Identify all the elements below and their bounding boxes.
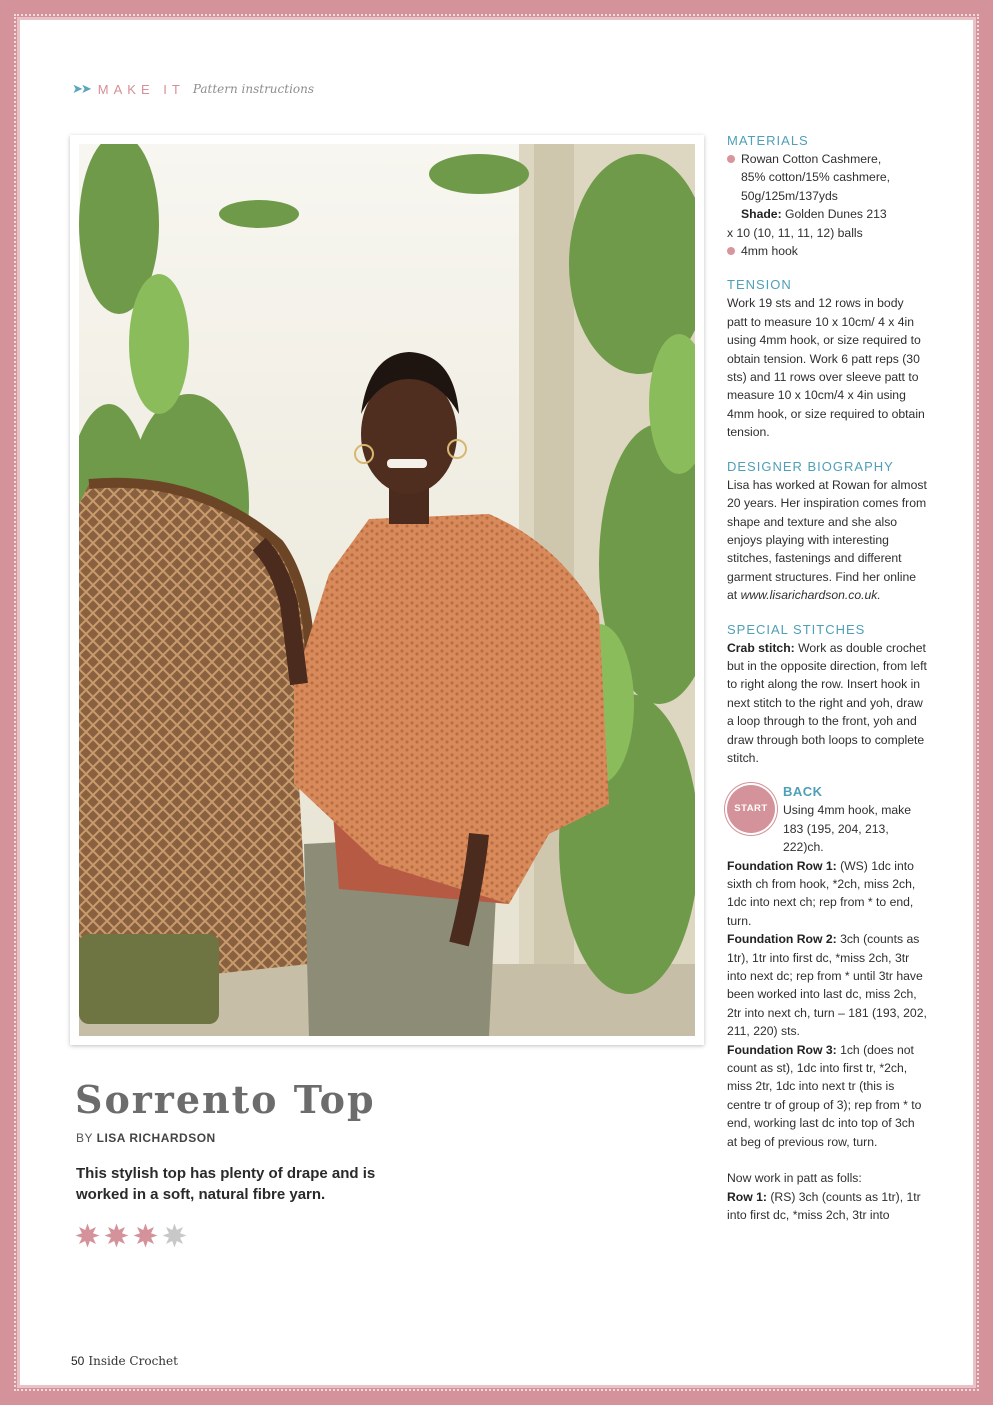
materials-hook: 4mm hook: [727, 242, 927, 260]
tension-text: Work 19 sts and 12 rows in body patt to measure 10 x 10cm/ 4 x 4in using 4mm hook, or size required to obtain tension. Work 6 patt reps (30 sts) and 11 rows over sleeve patt to measure 10 x 10cm/4 x 4in using 4mm hook, or size required to obtain tension.: [727, 296, 925, 440]
arrow-icon: ➤➤: [72, 81, 90, 96]
bio-text: [727, 476, 927, 605]
row-label: Foundation Row 1:: [727, 858, 837, 873]
star-filled-icon: [133, 1223, 158, 1248]
materials-yarn: [727, 150, 927, 224]
back-heading: BACK: [783, 784, 823, 800]
pattern-intro: Now work in patt as folls:: [727, 1171, 862, 1186]
star-empty-icon: [162, 1223, 187, 1248]
pattern-row-1: [727, 1188, 927, 1225]
section-label: MAKE IT: [97, 81, 185, 97]
star-filled-icon: [104, 1223, 129, 1248]
back-section: [727, 783, 927, 1224]
row-label: Foundation Row 3:: [727, 1042, 837, 1057]
section-subtitle: Pattern instructions: [192, 82, 315, 96]
page-folio: [71, 1354, 178, 1368]
yarn-shade: [741, 205, 927, 223]
foundation-row-1: [727, 857, 927, 931]
yarn-line: 50g/125m/137yds: [741, 188, 838, 203]
bio-heading: DESIGNER BIOGRAPHY: [727, 458, 894, 474]
row-text: (WS) 1dc into sixth ch from hook, *2ch, miss 2ch, 1dc into next ch; rep from * to end, turn.: [727, 858, 916, 928]
author-name: LISA RICHARDSON: [96, 1131, 216, 1145]
star-filled-icon: [75, 1223, 100, 1248]
difficulty-rating: [75, 1223, 187, 1248]
designer-website: www.lisarichardson.co.uk.: [740, 588, 881, 603]
crab-stitch-label: Crab stitch:: [727, 640, 795, 655]
byline: [76, 1131, 216, 1145]
page-title: Sorrento Top: [75, 1077, 376, 1122]
magazine-name: Inside Crochet: [88, 1354, 178, 1368]
yarn-line: 85% cotton/15% cashmere,: [741, 170, 891, 185]
materials-section: [727, 132, 927, 260]
row-text: 3ch (counts as 1tr), 1tr into first dc, *miss 2ch, 3tr into next dc; rep from * until 3tr have been worked into last dc, miss 2ch, 2tr into next ch, turn – 181 (193, 202, 211, 220) sts.: [727, 932, 927, 1039]
back-intro-text: Using 4mm hook, make 183 (195, 204, 213, 222)ch.: [783, 803, 912, 855]
row-label: Foundation Row 2:: [727, 932, 837, 947]
crab-stitch: [727, 639, 927, 768]
back-start: [727, 783, 927, 856]
special-stitches-section: [727, 621, 927, 768]
section-header: [72, 78, 314, 100]
instructions-column: [727, 132, 927, 1224]
special-heading: SPECIAL STITCHES: [727, 621, 866, 637]
photo-frame: [70, 135, 704, 1045]
standfirst: This stylish top has plenty of drape and is worked in a soft, natural fibre yarn.: [76, 1165, 376, 1203]
shade-label: Shade:: [741, 207, 782, 222]
materials-heading: MATERIALS: [727, 133, 809, 148]
row-label: Row 1:: [727, 1189, 767, 1204]
tension-section: [727, 276, 927, 441]
page: [20, 20, 973, 1385]
page-number: 50: [71, 1354, 85, 1368]
start-badge: START: [727, 785, 775, 833]
foundation-row-2: [727, 930, 927, 1040]
foundation-row-3: [727, 1041, 927, 1151]
byline-prefix: BY: [76, 1131, 93, 1145]
yarn-quantity: x 10 (10, 11, 11, 12) balls: [727, 225, 863, 240]
row-text: (RS) 3ch (counts as 1tr), 1tr into first dc, *miss 2ch, 3tr into: [727, 1189, 921, 1222]
row-text: 1ch (does not count as st), 1dc into first tr, *2ch, miss 2tr, 1dc into next tr (this is centre tr of group of 3); rep from * to end, working last dc into top of 3ch at beg of previous row, turn.: [727, 1042, 922, 1149]
crab-stitch-text: Work as double crochet but in the opposite direction, from left to right along the row. Insert hook in next stitch to the right and yoh, draw a loop through to the front, yoh and draw through both loops to complete stitch.: [727, 640, 927, 765]
shade-value: Golden Dunes 213: [785, 207, 887, 222]
model-photo: [79, 144, 695, 1036]
bio-section: [727, 458, 927, 605]
yarn-line: Rowan Cotton Cashmere,: [741, 152, 882, 166]
tension-heading: TENSION: [727, 277, 792, 293]
bio-body: Lisa has worked at Rowan for almost 20 years. Her inspiration comes from shape and texture and she also enjoys playing with interesting stitches, fastenings and different garment structures. Find her online at: [727, 477, 927, 603]
